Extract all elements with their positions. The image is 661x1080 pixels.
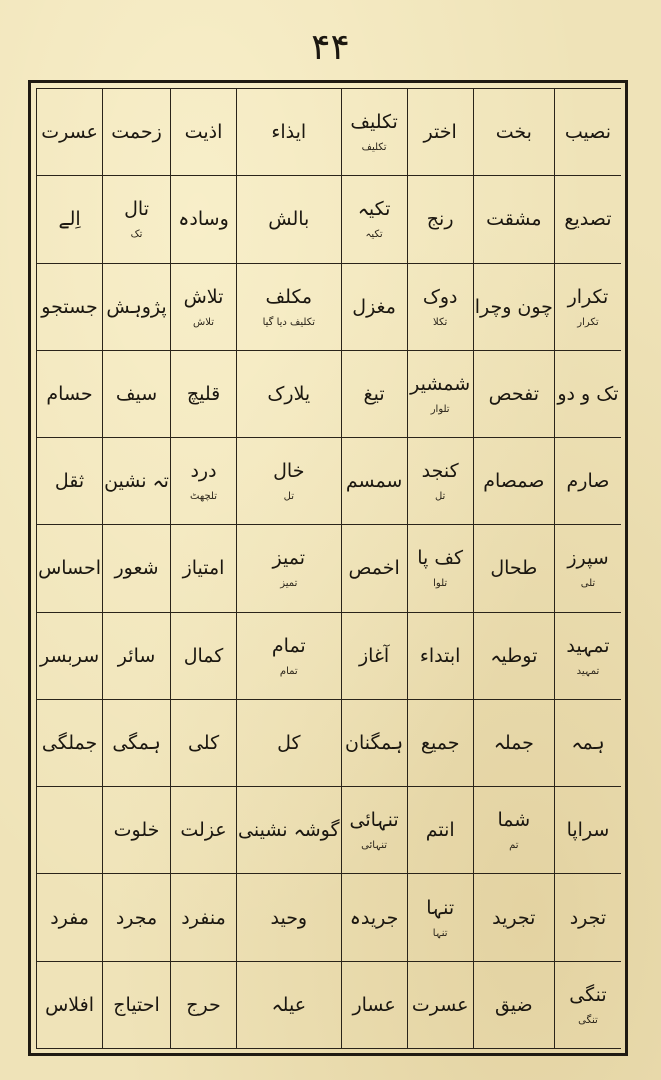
cell-word: تکیہ (357, 198, 391, 221)
cell-word: حرج (186, 993, 221, 1016)
table-cell (342, 176, 408, 263)
cell-word: احتیاج (113, 993, 160, 1016)
table-cell (237, 525, 342, 612)
cell-word: گوشہ نشینی (238, 819, 340, 842)
table-cell (237, 176, 342, 263)
cell-word: ہمگنان (345, 732, 404, 755)
cell-word: درد (190, 460, 217, 483)
cell-word: وسادہ (178, 208, 229, 231)
table-cell (342, 874, 408, 961)
table-cell (555, 89, 621, 176)
table-cell (408, 700, 474, 787)
table-cell (103, 351, 171, 438)
table-cell (171, 613, 237, 700)
cell-word: صارم (566, 470, 610, 493)
table-cell (237, 89, 342, 176)
cell-word: ضیق (494, 993, 533, 1016)
cell-word: تصدیع (564, 208, 612, 231)
table-cell (237, 613, 342, 700)
cell-word: آغاز (359, 644, 390, 667)
table-cell (103, 962, 171, 1049)
table-cell (408, 89, 474, 176)
cell-word: جمیع (420, 732, 460, 755)
cell-word: مفرد (50, 906, 89, 929)
cell-word: عسار (352, 993, 396, 1016)
table-cell (171, 874, 237, 961)
cell-word: سائر (117, 644, 156, 667)
cell-gloss: تک (130, 229, 143, 241)
table-cell (237, 700, 342, 787)
cell-word: تجرید (492, 906, 536, 929)
table-cell (103, 787, 171, 874)
table-cell (555, 264, 621, 351)
cell-word: جستجو (41, 295, 98, 318)
table-cell (555, 874, 621, 961)
table-cell (342, 351, 408, 438)
table-cell (555, 962, 621, 1049)
table-cell (37, 874, 103, 961)
table-cell (342, 962, 408, 1049)
cell-word: کنجد (421, 460, 459, 483)
table-cell (474, 613, 555, 700)
table-cell (408, 787, 474, 874)
cell-word: شمشیر (410, 372, 471, 395)
cell-word: توطیہ (490, 644, 538, 667)
cell-gloss: تنہائی (361, 840, 387, 852)
cell-word: ایذاء (271, 121, 307, 144)
cell-word: مشقت (486, 208, 542, 231)
table-cell (342, 438, 408, 525)
table-cell (37, 176, 103, 263)
table-cell (474, 351, 555, 438)
cell-word: خلوت (113, 819, 160, 842)
cell-gloss: تنہا (432, 927, 448, 939)
cell-gloss: تمام (279, 665, 298, 677)
cell-word: زحمت (111, 121, 162, 144)
cell-word: جملگی (41, 732, 98, 755)
table-cell (342, 264, 408, 351)
cell-gloss: تل (434, 491, 446, 503)
cell-word: تمہید (566, 634, 610, 657)
cell-word: ہمہ (571, 732, 605, 755)
table-cell (408, 962, 474, 1049)
cell-word: تمیز (272, 547, 306, 570)
cell-word: اِلے (58, 208, 81, 231)
table-cell (408, 264, 474, 351)
cell-word: رنج (426, 208, 454, 231)
cell-gloss: تکلا (433, 316, 448, 328)
cell-word: ثقل (54, 470, 85, 493)
table-cell (237, 351, 342, 438)
table-cell (474, 962, 555, 1049)
table-cell (103, 438, 171, 525)
table-cell (342, 700, 408, 787)
table-cell (171, 787, 237, 874)
table-cell (342, 787, 408, 874)
cell-word: چون وچرا (474, 295, 553, 318)
cell-word: تال (124, 198, 149, 221)
cell-word: خال (273, 460, 305, 483)
table-cell (237, 264, 342, 351)
table-cell (237, 438, 342, 525)
cell-word: سیف (115, 382, 158, 405)
cell-word: شما (497, 809, 531, 832)
table-cell (342, 89, 408, 176)
table-cell (474, 874, 555, 961)
table-cell (408, 176, 474, 263)
cell-word: ابتداء (419, 644, 461, 667)
table-cell (474, 525, 555, 612)
table-cell (555, 700, 621, 787)
table-cell (408, 613, 474, 700)
cell-word: منفرد (181, 906, 226, 929)
cell-word: سراپا (566, 819, 610, 842)
table-cell (37, 700, 103, 787)
cell-gloss: تلاش (193, 316, 214, 328)
cell-word: تکلیف (350, 111, 398, 134)
table-cell (103, 89, 171, 176)
vocabulary-grid (36, 88, 621, 1049)
cell-gloss: تلوار (430, 403, 450, 415)
table-cell (342, 525, 408, 612)
table-cell (103, 700, 171, 787)
table-cell (171, 700, 237, 787)
cell-word: قلیچ (186, 382, 221, 405)
table-cell (171, 89, 237, 176)
cell-word: تیغ (363, 382, 385, 405)
table-cell (555, 351, 621, 438)
table-cell (555, 787, 621, 874)
cell-word: سپرز (567, 547, 609, 570)
cell-word: عیلہ (271, 993, 307, 1016)
cell-word: بخت (495, 121, 532, 144)
cell-word: تجرد (569, 906, 607, 929)
table-cell (237, 787, 342, 874)
cell-word: عسرت (411, 993, 469, 1016)
cell-word: پژوہش (106, 295, 167, 318)
cell-word: تفحص (488, 382, 540, 405)
cell-word: صمصام (483, 470, 545, 493)
cell-gloss: تنگی (578, 1014, 598, 1026)
cell-word: ہمگی (112, 732, 161, 755)
cell-word: امتیاز (182, 557, 225, 580)
vocabulary-table (28, 80, 628, 1056)
cell-word: دوک (422, 285, 458, 308)
cell-word: مجرد (115, 906, 158, 929)
cell-word: کمال (183, 644, 224, 667)
table-cell (37, 438, 103, 525)
cell-gloss: تمہید (576, 665, 600, 677)
cell-gloss: تلچھٹ (190, 491, 218, 503)
table-cell (103, 613, 171, 700)
cell-word: نصیب (564, 121, 612, 144)
cell-gloss: تکیہ (365, 229, 383, 241)
cell-word: کلی (187, 732, 220, 755)
table-cell (37, 613, 103, 700)
cell-word: شعور (114, 557, 159, 580)
cell-word: اختر (423, 121, 457, 144)
cell-word: تنہا (426, 896, 455, 919)
cell-word: وحید (270, 906, 308, 929)
cell-word: جملہ (493, 732, 534, 755)
cell-word: مغزل (352, 295, 396, 318)
cell-word: احساس (38, 557, 102, 580)
cell-word: تک و دو (557, 382, 619, 405)
cell-word: جریدہ (349, 906, 399, 929)
cell-word: تلاش (183, 285, 224, 308)
cell-word: تنہائی (349, 809, 399, 832)
cell-word: طحال (490, 557, 538, 580)
table-cell (408, 438, 474, 525)
cell-word: سمسم (345, 470, 403, 493)
cell-word: تکرار (567, 285, 609, 308)
table-cell (474, 89, 555, 176)
table-cell (342, 613, 408, 700)
cell-word: اخمص (348, 557, 400, 580)
cell-gloss: تل (283, 491, 294, 503)
table-cell (474, 787, 555, 874)
table-cell (103, 176, 171, 263)
cell-word: عزلت (180, 819, 227, 842)
table-cell (103, 525, 171, 612)
cell-word: عسرت (41, 121, 98, 144)
cell-word: تمام (271, 634, 306, 657)
cell-gloss: تم (509, 840, 519, 852)
table-cell (37, 962, 103, 1049)
table-cell (555, 525, 621, 612)
table-cell (37, 351, 103, 438)
table-cell (555, 176, 621, 263)
cell-gloss: تمیز (280, 578, 298, 590)
table-cell (171, 264, 237, 351)
table-cell (408, 874, 474, 961)
page-number: ۴۴ (311, 27, 350, 68)
table-cell (171, 962, 237, 1049)
table-cell (37, 525, 103, 612)
cell-gloss: تکلیف دیا گیا (262, 316, 316, 328)
table-cell (37, 89, 103, 176)
cell-word: حسام (46, 382, 93, 405)
cell-word: مکلف (265, 285, 313, 308)
cell-word: سربسر (39, 644, 100, 667)
table-cell (237, 962, 342, 1049)
cell-word: یلارک (267, 382, 311, 405)
table-cell (474, 438, 555, 525)
table-cell (171, 351, 237, 438)
cell-word: تنگی (569, 983, 607, 1006)
cell-word: اذیت (184, 121, 223, 144)
cell-word: افلاس (45, 993, 94, 1016)
table-cell (408, 351, 474, 438)
table-cell (408, 525, 474, 612)
cell-word: کف پا (417, 547, 464, 570)
cell-word: انتم (425, 819, 455, 842)
table-cell (474, 176, 555, 263)
table-cell (171, 438, 237, 525)
cell-word: کل (277, 732, 301, 755)
table-cell (171, 525, 237, 612)
cell-gloss: تکرار (577, 316, 599, 328)
table-cell (555, 613, 621, 700)
table-cell (474, 700, 555, 787)
cell-gloss: تلی (580, 578, 596, 590)
table-cell (555, 438, 621, 525)
cell-gloss: تکلیف (361, 142, 387, 154)
cell-word: تہ نشین (104, 470, 169, 493)
cell-gloss: تلوا (433, 578, 448, 590)
table-cell (474, 264, 555, 351)
cell-word: بالش (268, 208, 310, 231)
table-cell (103, 874, 171, 961)
table-cell (37, 264, 103, 351)
table-cell (171, 176, 237, 263)
table-cell (237, 874, 342, 961)
table-cell (37, 787, 103, 874)
table-cell (103, 264, 171, 351)
